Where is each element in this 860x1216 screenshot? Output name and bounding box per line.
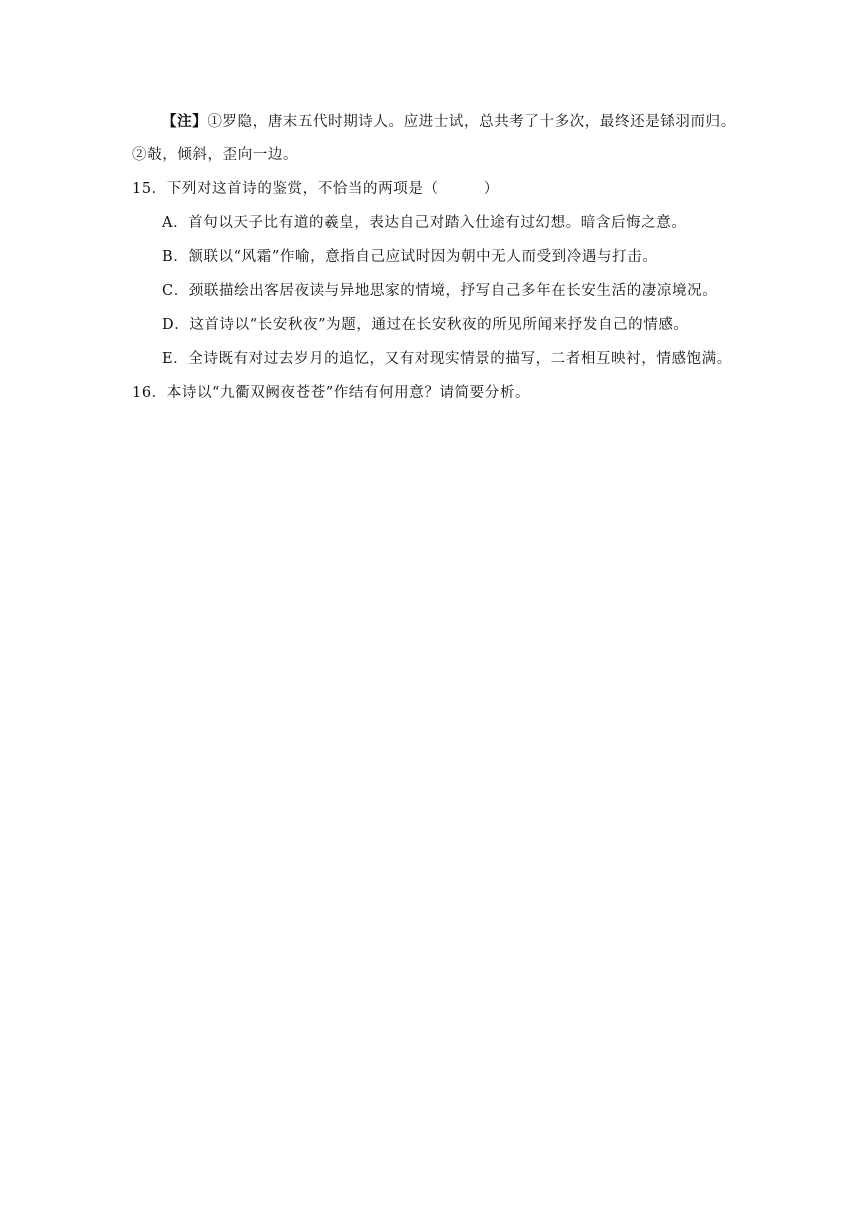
- question-15-option-a: A．首句以天子比有道的羲皇，表达自己对踏入仕途有过幻想。暗含后悔之意。: [162, 215, 687, 231]
- annotation-line-1: [162, 112, 736, 132]
- annotation-text-1: ①罗隐，唐末五代时期诗人。应进士试，总共考了十多次，最终还是铩羽而归。: [207, 114, 736, 130]
- question-15-stem: 15．下列对这首诗的鉴赏，不恰当的两项是（ ）: [132, 181, 499, 197]
- question-15-option-d: D．这首诗以“长安秋夜”为题，通过在长安秋夜的所见所闻来抒发自己的情感。: [162, 317, 689, 333]
- question-15-option-c: C．颈联描绘出客居夜读与异地思家的情境，抒写自己多年在长安生活的凄凉境况。: [162, 283, 718, 299]
- question-16-stem: 16．本诗以“九衢双阙夜苍苍”作结有何用意？请简要分析。: [132, 385, 531, 401]
- annotation-line-2: ②攲，倾斜，歪向一边。: [132, 147, 299, 163]
- question-15-option-b: B．颔联以“风霜”作喻，意指自己应试时因为朝中无人而受到冷遇与打击。: [162, 249, 658, 265]
- question-15-option-e: E．全诗既有对过去岁月的追忆，又有对现实情景的描写，二者相互映衬，情感饱满。: [162, 351, 732, 367]
- annotation-label: 【注】: [162, 113, 208, 130]
